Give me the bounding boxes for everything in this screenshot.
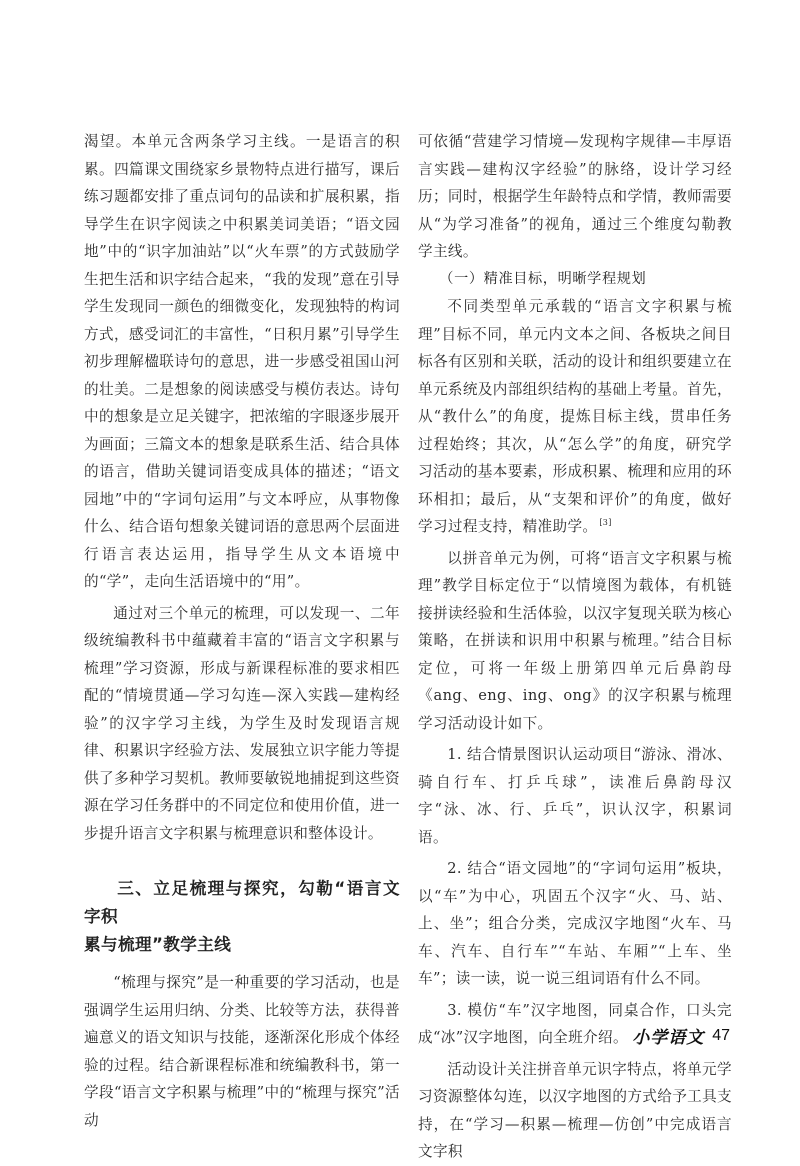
section-heading xyxy=(84,875,400,959)
list-item: 3. 模仿“车”汉字地图，同桌合作，口头完成“冰”汉字地图，向全班介绍。 xyxy=(418,1001,732,1046)
page-number: 47 xyxy=(712,1026,730,1044)
body-paragraph: “梳理与探究”是一种重要的学习活动，也是强调学生运用归纳、分类、比较等方法，获得普遍意义的语文知识与技能，逐渐深化形成个体经验的过程。结合新课程标准和统编教科书，第一学段“语言文字积累与梳理”中的“梳理与探究”活动 xyxy=(84,974,400,1129)
list-item: 1. 结合情景图识认运动项目“游泳、滑冰、骑自行车、打乒乓球”，读准后鼻韵母汉字“泳、冰、行、乒乓”，识认汉字，积累词语。 xyxy=(418,746,732,846)
section-heading-line2: 累与梳理”教学主线 xyxy=(84,935,232,954)
body-paragraph: 通过对三个单元的梳理，可以发现一、二年级统编教科书中蕴藏着丰富的“语言文字积累与梳理”学习资源，形成与新课程标准的要求相匹配的“情境贯通—学习勾连—深入实践—建构经验”的汉字学习主线，为学生及时发现语言规律、积累识字经验方法、发展独立识字能力等提供了多种学习契机。教师要敏锐地捕捉到这些资源在学习任务群中的不同定位和使用价值，进一步提升语言文字积累与梳理意识和整体设计。 xyxy=(84,604,400,842)
journal-name: 小学语文 xyxy=(632,1028,705,1048)
left-column xyxy=(84,128,400,1134)
subsection-heading: （一）精准目标，明晰学程规划 xyxy=(439,270,647,287)
section-heading-line1: 三、立足梳理与探究，勾勒“语言文字积 xyxy=(84,879,400,926)
body-paragraph xyxy=(418,293,732,541)
body-paragraph: 以拼音单元为例，可将“语言文字积累与梳理”教学目标定位于“以情境图为载体，有机链接拼读经验和生活体验，以汉字复现关联为核心策略，在拼读和识用中积累与梳理。”结合目标定位，可将一年级上册第四单元后鼻韵母《ang、eng、ing、ong》的汉字积累与梳理学习活动设计如下。 xyxy=(418,549,732,732)
body-paragraph: 活动设计关注拼音单元识字特点，将单元学习资源整体勾连，以汉字地图的方式给予工具支持，在“学习—积累—梳理—仿创”中完成语言文字积 xyxy=(418,1060,732,1160)
citation-marker: [3] xyxy=(599,518,612,528)
body-paragraph-text: 不同类型单元承载的“语言文字积累与梳理”目标不同，单元内文本之间、各板块之间目标各有区别和关联，活动的设计和组织要建立在单元系统及内部组织结构的基础上考量。首先，从“教什么”的角度，提炼目标主线，贯串任务过程始终；其次，从“怎么学”的角度，研究学习活动的基本要素，形成积累、梳理和应用的环环相扣；最后，从“支架和评价”的角度，做好学习过程支持，精准助学。 xyxy=(418,298,732,535)
page-footer xyxy=(632,1023,730,1048)
right-column xyxy=(418,128,732,1166)
body-paragraph: 渴望。本单元含两条学习主线。一是语言的积累。四篇课文围绕家乡景物特点进行描写，课后练习题都安排了重点词句的品读和扩展积累，指导学生在识字阅读之中积累美词美语；“语文园地”中的“识字加油站”以“火车票”的方式鼓励学生把生活和识字结合起来，“我的发现”意在引导学生发现同一颜色的细微变化，发现独特的构词方式，感受词汇的丰富性，“日积月累”引导学生初步理解楹联诗句的意思，进一步感受祖国山河的壮美。二是想象的阅读感受与模仿表达。诗句中的想象是立足关键字，把浓缩的字眼逐步展开为画面；三篇文本的想象是联系生活、结合具体的语言，借助关键词语变成具体的描述；“语文园地”中的“字词句运用”与文本呼应，从事物像什么、结合语句想象关键词语的意思两个层面进行语言表达运用，指导学生从文本语境中的“学”，走向生活语境中的“用”。 xyxy=(84,133,400,590)
list-item: 2. 结合“语文园地”的“字词句运用”板块，以“车”为中心，巩固五个汉字“火、马、站、上、坐”；组合分类，完成汉字地图“火车、马车、汽车、自行车”“车站、车厢”“上车、坐车”；读一读，说一说三组词语有什么不同。 xyxy=(418,860,732,987)
body-paragraph: 可依循“营建学习情境—发现构字规律—丰厚语言实践—建构汉字经验”的脉络，设计学习经历；同时，根据学生年龄特点和学情，教师需要从“为学习准备”的视角，通过三个维度勾勒教学主线。 xyxy=(418,133,732,260)
